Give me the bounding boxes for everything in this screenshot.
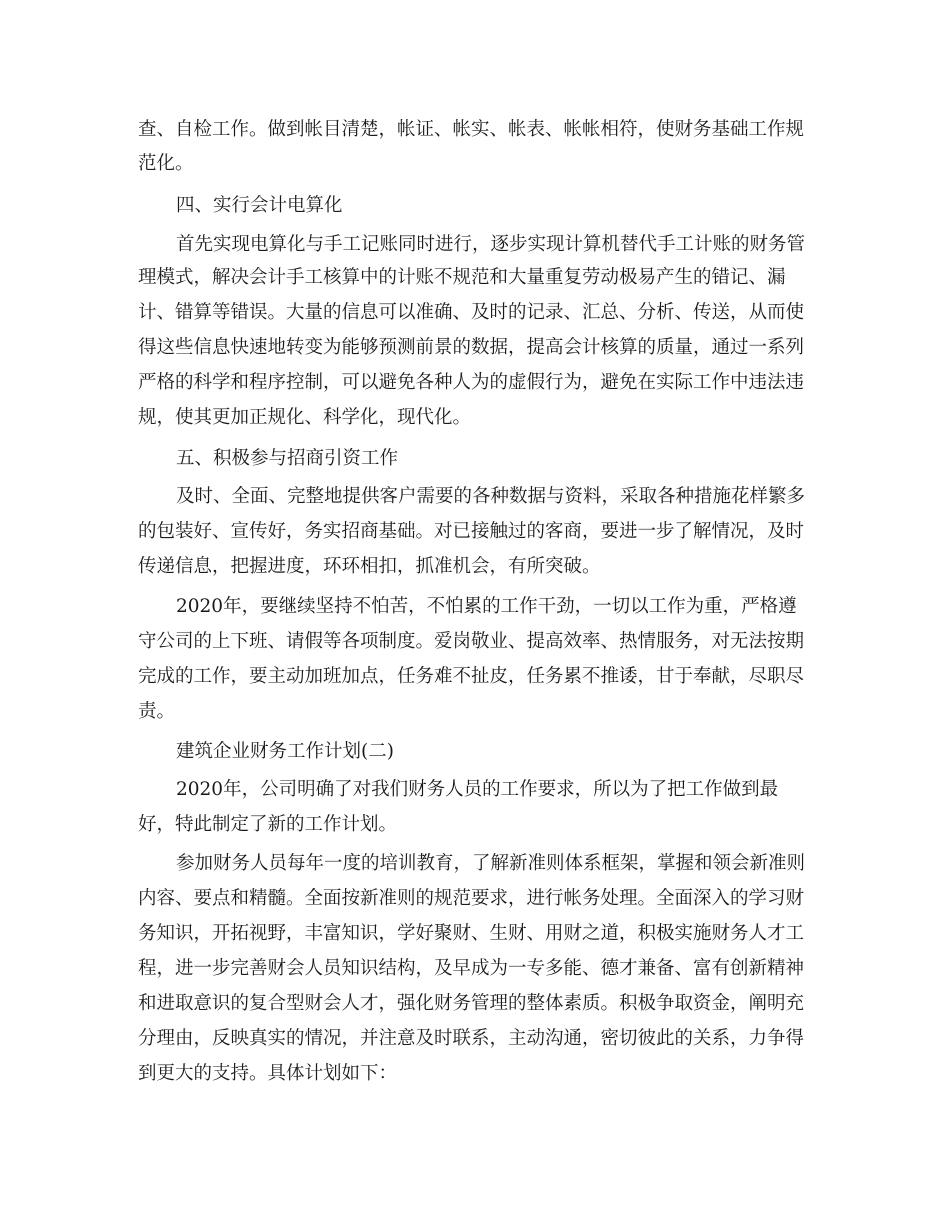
section-heading: 建筑企业财务工作计划(二) <box>176 741 394 762</box>
text-line: 内容、要点和精髓。全面按新准则的规范要求，进行帐务处理。全面深入的学习财 <box>138 888 805 909</box>
text-line: 好，特此制定了新的工作计划。 <box>138 814 398 835</box>
text-line: 范化。 <box>138 153 194 174</box>
text-line: 传递信息，把握进度，环环相扣，抓准机会，有所突破。 <box>138 556 601 577</box>
text-line: 2020年，公司明确了对我们财务人员的工作要求，所以为了把工作做到最 <box>176 779 779 800</box>
text-line: 务知识，开拓视野，丰富知识，学好聚财、生财、用财之道，积极实施财务人才工 <box>138 923 805 944</box>
text-line: 参加财务人员每年一度的培训教育，了解新准则体系框架，掌握和领会新准则 <box>176 853 806 874</box>
text-line: 首先实现电算化与手工记账同时进行，逐步实现计算机替代手工计账的财务管 <box>176 234 806 255</box>
text-line: 严格的科学和程序控制，可以避免各种人为的虚假行为，避免在实际工作中违法违 <box>138 372 805 393</box>
section-heading: 四、实行会计电算化 <box>176 195 343 216</box>
text-line: 到更大的支持。具体计划如下： <box>138 1063 398 1084</box>
text-line: 及时、全面、完整地提供客户需要的各种数据与资料，采取各种措施花样繁多 <box>176 486 806 507</box>
text-line: 规，使其更加正规化、科学化，现代化。 <box>138 407 472 428</box>
text-line: 程，进一步完善财会人员知识结构，及早成为一专多能、德才兼备、富有创新精神 <box>138 958 805 979</box>
text-line: 守公司的上下班、请假等各项制度。爱岗敬业、提高效率、热情服务，对无法按期 <box>138 631 805 652</box>
section-heading: 五、积极参与招商引资工作 <box>176 448 399 469</box>
text-line: 和进取意识的复合型财会人才，强化财务管理的整体素质。积极争取资金，阐明充 <box>138 993 805 1014</box>
text-line: 计、错算等错误。大量的信息可以准确、及时的记录、汇总、分析、传送，从而使 <box>138 302 805 323</box>
text-line: 分理由，反映真实的情况，并注意及时联系，主动沟通，密切彼此的关系，力争得 <box>138 1028 805 1049</box>
text-line: 的包装好、宣传好，务实招商基础。对已接触过的客商，要进一步了解情况，及时 <box>138 521 805 542</box>
text-line: 2020年，要继续坚持不怕苦，不怕累的工作干劲，一切以工作为重，严格遵 <box>176 596 797 617</box>
text-line: 理模式，解决会计手工核算中的计账不规范和大量重复劳动极易产生的错记、漏 <box>138 267 786 288</box>
text-line: 责。 <box>138 701 176 722</box>
text-line: 完成的工作，要主动加班加点，任务难不扯皮，任务累不推诿，甘于奉献，尽职尽 <box>138 666 805 687</box>
text-line: 得这些信息快速地转变为能够预测前景的数据，提高会计核算的质量，通过一系列 <box>138 337 805 358</box>
text-line: 查、自检工作。做到帐目清楚，帐证、帐实、帐表、帐帐相符，使财务基础工作规 <box>138 119 805 140</box>
